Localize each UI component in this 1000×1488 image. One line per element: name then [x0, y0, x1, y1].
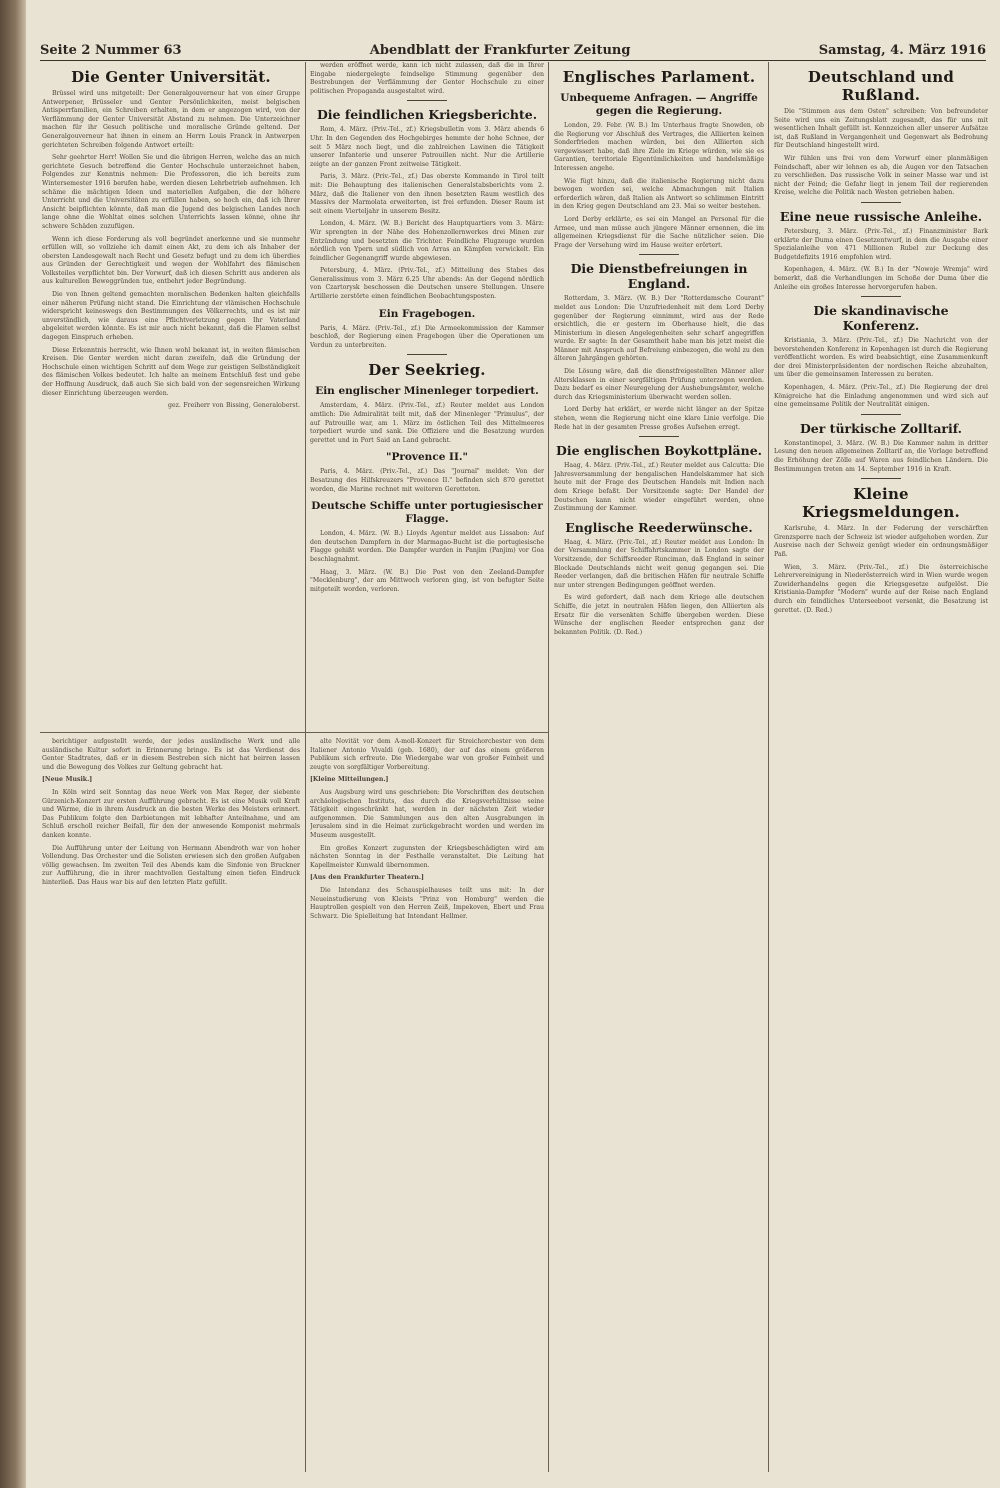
article-paragraph: Karlsruhe, 4. März. In der Federung der verschärften Grenzsperre nach der Schweiz ist wieder aufgehoben worden. Zur Ausreise nach der Schweiz genügt wieder ein ordnungsmäßiger Paß.: [774, 525, 988, 558]
article-paragraph: Sehr geehrter Herr! Wollen Sie und die übrigen Herren, welche das an mich gerichtete Gesuch betreffend die Genter Hochschule unterzeichnet haben, Folgendes zur Kenntnis nehmen: Die Professoren, die ich bereits zum Wintersemester 1916 berufen habe, werden diesen Lehrbetrieb aufnehmen. Ich schäme die mächtigen Ideen und materiellen Aufgaben, die der höhere Unterricht und die Universitäten zu erfüllen haben, so hoch ein, daß ich Ihrer Ansicht beipflichten könnte, daß man die Jugend des belgischen Landes noch lange ohne die Wohltat eines solchen Unterrichts lassen könne, ohne ihr schwere Schäden zuzufügen.: [42, 154, 300, 230]
article-paragraph: Die von Ihnen geltend gemachten moralischen Bedenken halten gleichfalls einer näheren Prüfung nicht stand. Die Einrichtung der vlämischen Hochschule widerspricht keineswegs den Bestimmungen des Völkerrechts, und es ist mir unverständlich, wie daraus eine Pflichtverletzung gegen Ihr Vaterland abgeleitet werden könnte. Es ist mir auch nicht bekannt, daß die Flamen selbst dagegen Einspruch erheben.: [42, 291, 300, 342]
article-paragraph: Lord Derby erklärte, es sei ein Mangel an Personal für die Armee, und man müsse auch jüngere Männer ernennen, die im allgemeinen Kriegsdienst für die Sache nützlicher seien. Die Frage der Versehung wird im Hause weiter erörtert.: [554, 215, 764, 249]
article-paragraph: Petersburg, 3. März. (Priv.-Tel., zf.) Finanzminister Bark erklärte der Duma einen Gesetzentwurf, in dem die Ausgabe einer Spezialanleihe von 471 Millionen Rubel zur Deckung des Budgetdefizits 1916 empfohlen wird.: [774, 227, 988, 261]
masthead-page-number: Seite 2 Nummer 63: [40, 43, 182, 58]
headline: Kleine Kriegsmeldungen.: [802, 485, 960, 522]
masthead-date: Samstag, 4. März 1916: [818, 43, 986, 58]
article-paragraph: Paris, 4. März. (Priv.-Tel., zf.) Die Armeekommission der Kammer beschloß, der Regierung einen Fragebogen über die Operationen um Verdun zu unterbreiten.: [310, 324, 544, 349]
article-paragraph: Die Lösung wäre, daß die dienstfreigestellten Männer aller Altersklassen in einer sorgfältigen Prüfung unterzogen werden. Dazu bedarf es einer Neuregelung der Aushebungsämter, welche durch das Kriegsministerium überwacht werden sollen.: [554, 368, 764, 401]
subheadline: Ein Fragebogen.: [378, 307, 476, 320]
headline: Eine neue russische Anleihe.: [779, 208, 983, 224]
divider: [861, 202, 901, 203]
article-paragraph: Brüssel wird uns mitgeteilt: Der Generalgouverneur hat von einer Gruppe Antwerpener, Brüsseler und Genter Persönlichkeiten, meist belgischen Antisperrfamilien, ein Schreiben erhalten, in dem er angezogen wird, von der Verflämmung der Genter Universität Abstand zu nehmen. Die Unterzeichner machen für ihr Gesuch politische und moralische Gründe geltend. Der Generalgouverneur hat ihnen in einem an Herrn Louis Franck in Antwerpen gerichteten Schreiben folgende Antwort erteilt:: [42, 90, 300, 149]
article-paragraph: Kopenhagen, 4. März. (W. B.) In der "Nowoje Wremja" wird bemerkt, daß die Verhandlungen im Schoße der Duma über die Anleihe ein großes Interesse hervorgerufen haben.: [774, 266, 988, 291]
article-paragraph: In Köln wird seit Sonntag das neue Werk von Max Reger, der siebente Gürzenich-Konzert zur ersten Aufführung gebracht. Es ist eine Musik voll Kraft und Wärme, die in ihrem Ausdruck an die besten Werke des Meisters erinnert. Das Publikum folgte den Darbietungen mit lebhafter Anteilnahme, und am Schluß erscholl reicher Beifall, für den der anwesende Komponist mehrmals danken konnte.: [42, 788, 300, 839]
article-paragraph: Diese Erkenntnis herrscht, wie Ihnen wohl bekannt ist, in weiten flämischen Kreisen. Die Genter werden nicht daran zweifeln, daß die Gründung der Hochschule einen wichtigen Schritt auf dem Wege zur geistigen Selbständigkeit des flämischen Volkes bedeutet. Ich halte an meinem Entschluß fest und gebe der Hoffnung Ausdruck, daß auch Sie sich bald von der segensreichen Wirkung dieser Einrichtung überzeugen werden.: [42, 346, 300, 397]
article-deutschland-russland: [774, 62, 988, 1462]
divider: [639, 436, 679, 437]
divider: [639, 254, 679, 255]
article-paragraph: Die Intendanz des Schauspielhauses teilt uns mit: In der Neueinstudierung von Kleists "Prinz von Homburg" werden die Hauptrollen gespielt von den Herren Zeiß, Impekoven, Ebert und Frau Schwarz. Die Spielleitung hat Intendant Hellmer.: [310, 886, 544, 920]
article-paragraph: Haag, 3. März. (W. B.) Die Post von den Zeeland-Dampfer "Mecklenburg", der am Mittwoch verloren ging, ist von befugter Seite mitgeteilt worden, verloren.: [310, 568, 544, 593]
subheadline: Deutsche Schiffe unter portugiesischer Flagge.: [311, 500, 543, 526]
article-signature: gez. Freiherr von Bissing, Generaloberst.: [168, 402, 300, 410]
article-paragraph: London, 4. März. (W. B.) Bericht des Hauptquartiers vom 3. März: Wir sprengten in der Nähe des Hohenzollernwerkes drei Minen zur Entzündung und besetzten die Trichter. Feindliche Flugzeuge wurden nördlich von Ypern und südlich von Arras an Kämpfen verwickelt. Ein feindlicher Gegenangriff wurde abgewiesen.: [310, 220, 544, 262]
article-paragraph: Es wird gefordert, daß nach dem Kriege alle deutschen Schiffe, die jetzt in neutralen Häfen liegen, den Alliierten als Ersatz für die versenkten Schiffe übergeben werden. Diese Wünsche der englischen Reeder entsprechen ganz der bekannten Politik. (D. Red.): [554, 594, 764, 636]
headline: Der Seekrieg.: [368, 361, 486, 380]
headline: Die skandinavische Konferenz.: [813, 303, 949, 334]
article-paragraph: Konstantinopel, 3. März. (W. B.) Die Kammer nahm in dritter Lesung den neuen allgemeinen Zolltarif an, die Vorlage betreffend die Erhöhung der Zölle auf Waren aus feindlichen Ländern. Die Bestimmungen treten am 14. September 1916 in Kraft.: [774, 439, 988, 473]
article-kriegsberichte: [310, 62, 544, 730]
feuilleton-rule: [40, 732, 548, 733]
divider: [861, 414, 901, 415]
headline: Deutschland und Rußland.: [807, 68, 955, 104]
headline: Englisches Parlament.: [562, 68, 756, 86]
feuilleton-left: [42, 738, 300, 1468]
article-paragraph: Kristiania, 3. März. (Priv.-Tel., zf.) Die Nachricht von der bevorstehenden Konferenz in Kopenhagen ist durch die Regierung veröffentlicht worden. Es wird beabsichtigt, eine Zusammenkunft der drei Ministerpräsidenten der nordischen Reiche abzuhalten, um über die gemeinsamen Interessen zu beraten.: [774, 337, 988, 379]
article-paragraph: Ein großes Konzert zugunsten der Kriegsbeschädigten wird am nächsten Sonntag in der Festhalle veranstaltet. Die Leitung hat Kapellmeister Kunwald übernommen.: [310, 844, 544, 869]
divider: [407, 354, 447, 355]
column-rule: [305, 62, 306, 1472]
column-rule: [548, 62, 549, 1472]
headline: Englische Reederwünsche.: [565, 519, 753, 535]
article-paragraph: London, 4. März. (W. B.) Lloyds Agentur meldet aus Lissabon: Auf den deutschen Dampfern in der Marmagao-Bucht ist die portugiesische Flagge gehißt worden. Die Dampfer wurden in Panjim (Panjim) vor Goa beschlagnahmt.: [310, 530, 544, 563]
article-paragraph: Paris, 4. März. (Priv.-Tel., zf.) Das "Journal" meldet: Von der Besatzung des Hilfskreuzers "Provence II." befinden sich 870 gerettet worden, die Marine rechnet mit weiteren Geretteten.: [310, 468, 544, 493]
article-paragraph: Die Aufführung unter der Leitung von Hermann Abendroth war von hoher Vollendung. Das Orchester und die Solisten erwiesen sich den großen Aufgaben völlig gewachsen. Im zweiten Teil des Abends kam die Sinfonie von Bruckner zur Aufführung, die in ihrer machtvollen Gestaltung einen tiefen Eindruck hinterließ. Das Haus war bis auf den letzten Platz gefüllt.: [42, 844, 300, 886]
headline: Die englischen Boykottpläne.: [556, 443, 762, 459]
divider: [407, 100, 447, 101]
article-paragraph: Wie fügt hinzu, daß die italienische Regierung nicht dazu bewogen worden sei, welche Abmachungen mit Italien erforderlich wären, daß Italien als Antwort so schlimmen Eintritt in den Krieg gegen Deutschland am 23. Mai so weiter bestehen.: [554, 177, 764, 211]
headline: Die Genter Universität.: [71, 68, 271, 86]
masthead: [40, 36, 986, 61]
newspaper-page: [26, 0, 1000, 1488]
headline: Die Dienstbefreiungen in England.: [570, 261, 748, 292]
article-paragraph: London, 29. Febr. (W. B.) Im Unterhaus fragte Snowden, ob die Regierung vor Abschluß des Vertrages, die Alliierten keinen Sonderfrieden machen würden, bei den Alliierten sich vergewissert habe, daß ihre Ziele im Kriege würden, wie sie es Garantien, territoriale Eigentümlichkeiten und handelsmäßige Interessen angehe.: [554, 122, 764, 172]
article-paragraph: Die "Stimmen aus dem Osten" schreiben: Von befreundeter Seite wird uns ein Zeitungsblatt zugesandt, das für uns mit wesentlichen Inhalt gefüllt ist. Kennzeichen aller unserer Aufsätze ist, daß Rußland in Vergangenheit und Gegenwart als Bedrohung für Deutschland hingestellt wird.: [774, 108, 988, 150]
article-paragraph: Wenn ich diese Forderung als voll begründet anerkenne und sie nunmehr erfüllen will, so vollziehe ich damit einen Akt, zu dem ich als Inhaber der obersten Landesgewalt nach Recht und Gesetz befugt und zu dem ich überdies aus Gründen der Gerechtigkeit und wegen der Wohlfahrt des flämischen Volksteiles verpflichtet bin. Der Vorwurf, daß ich diesen Schritt aus anderen als aus kulturellen Beweggründen tue, entbehrt jeder Begründung.: [42, 235, 300, 286]
column-rule: [768, 62, 769, 1472]
section-label: [Kleine Mitteilungen.]: [310, 776, 389, 784]
section-label: [Neue Musik.]: [42, 776, 93, 784]
divider: [861, 296, 901, 297]
article-englisches-parlament: [554, 62, 764, 1462]
article-paragraph: Aus Augsburg wird uns geschrieben: Die Vorschriften des deutschen archäologischen Instituts, das durch die Kriegsverhältnisse seine Tätigkeit eingeschränkt hat, werden in der nächsten Zeit wieder aufgenommen. Die Sammlungen aus den alten Ausgrabungen in Jerusalem sind in die Heimat zurückgebracht worden und werden im Museum ausgestellt.: [310, 788, 544, 839]
article-paragraph: alte Novität vor dem A-moll-Konzert für Streichorchester von dem Italiener Antonio Vivaldi (geb. 1680), der auf das einem größeren Publikum sich erfreute. Die Wiedergabe war von großer Feinheit und zeugte von sorgfältiger Vorbereitung.: [310, 738, 544, 771]
article-paragraph: Amsterdam, 4. März. (Priv.-Tel., zf.) Reuter meldet aus London amtlich: Die Admiralität teilt mit, daß der Minenleger "Primulus", der auf Patrouille war, am 1. März im östlichen Teil des Mittelmeeres torpediert wurde und sank. Die Offiziere und die Besatzung wurden gerettet und in Port Said an Land gebracht.: [310, 402, 544, 444]
article-paragraph: Rom, 4. März. (Priv.-Tel., zf.) Kriegsbulletin vom 3. März abends 6 Uhr. In den Gegenden des Hochgebirges hemmte der hohe Schnee, der seit 5 März noch liegt, und die zahlreichen Lawinen die Tätigkeit unserer Infanterie und unserer Patrouillen nicht. Nur die Artillerie zeigte an der ganzen Front zeitweise Tätigkeit.: [310, 126, 544, 168]
article-paragraph: Haag, 4. März. (Priv.-Tel., zf.) Reuter meldet aus London: In der Versammlung der Schiffahrtskammer in London sagte der Vorsitzende, der Schiffsreeder Runciman, daß England in seiner Blockade Deutschlands nicht weit genug gegangen sei. Die Reeder verlangen, daß die britischen Häfen für neutrale Schiffe nur unter strengen Bedingungen geöffnet werden.: [554, 538, 764, 589]
article-genter-universitaet: [42, 62, 300, 730]
headline: Der türkische Zolltarif.: [799, 420, 963, 436]
section-label: [Aus den Frankfurter Theatern.]: [310, 874, 424, 882]
article-paragraph: Haag, 4. März. (Priv.-Tel., zf.) Reuter meldet aus Calcutta: Die Jahresversammlung der bengalischen Handelskammer hat sich heute mit der Frage des Deutschen Handels mit Indien nach dem Kriege befaßt. Der Vorsitzende sagte: Der Handel der Deutschen kann nicht wieder eingeführt werden, ohne Zustimmung der Kammer.: [554, 462, 764, 513]
book-binding: [0, 0, 26, 1488]
subheadline: "Provence II.": [386, 451, 468, 464]
article-paragraph: Petersburg, 4. März. (Priv.-Tel., zf.) Mitteilung des Stabes des Generalissimus vom 3. März 6.25 Uhr abends: An der Gegend nördlich von Czartorysk beschossen die Deutschen unsere Stellungen. Unsere Artillerie zerstörte einen feindlichen Beobachtungsposten.: [310, 267, 544, 301]
feuilleton-middle: [310, 738, 544, 1468]
article-paragraph: Wien, 3. März. (Priv.-Tel., zf.) Die österreichische Lehrervereinigung in Niederösterreich wird in Wien wurde wegen Zuwiderhandelns gegen die Kriegsgesetze aufgelöst. Die Kristiania-Dampfer "Modern" wurde auf der Reise nach England durch ein feindliches Unterseeboot versenkt, die Besatzung ist gerettet. (D. Red.): [774, 563, 988, 614]
article-paragraph: Wir fühlen uns frei von dem Vorwurf einer planmäßigen Feindschaft, aber wir lehnen es ab, die Augen vor den Tatsachen zu verschließen. Das russische Volk in seiner Masse war und ist nicht der Feind; die Gefahr liegt in jenem Teil der regierenden Kreise, welche die Politik nach Westen getrieben haben.: [774, 154, 988, 197]
article-paragraph: berichtiger aufgestellt werde, der jedes ausländische Werk und alle ausländische Kultur sofort in Erinnerung bringe. Es ist das Verdienst des Genter Stadtrates, daß er in diesem Bestreben sich nicht hat beirren lassen und die Bewegung des Volkes zur Geltung gebracht hat.: [42, 738, 300, 771]
article-paragraph: werden eröffnet werde, kann ich nicht zulassen, daß die in Ihrer Eingabe niedergelegte feindselige Stimmung gegenüber den Bestrebungen der Verflämmung der Genter Hochschule zu einer politischen Propaganda ausgestaltet wird.: [310, 62, 544, 95]
article-paragraph: Rotterdam, 3. März. (W. B.) Der "Rotterdamsche Courant" meldet aus London: Die Unzufriedenheit mit dem Lord Derby gegenüber der Regierung einnimmt, wird aus der Rede ersichtlich, die er gestern im Oberhause hielt, die das Ministerium in diesen Angelegenheiten sehr scharf angegriffen wurde. Er sagte: In der Gesamtheit habe man bis jetzt meist die Männer mit Anspruch auf Befreiung einbezogen, die wohl zu den älteren Jahrgängen gehörten.: [554, 295, 764, 363]
article-paragraph: Kopenhagen, 4. März. (Priv.-Tel., zf.) Die Regierung der drei Königreiche hat die Einladung angenommen und wird sich auf eine gemeinsame Politik der Neutralität einigen.: [774, 384, 988, 409]
article-paragraph: Lord Derby hat erklärt, er werde nicht länger an der Spitze stehen, wenn die Regierung nicht eine klare Linie verfolge. Die Rede hat in der gesamten Presse großes Aufsehen erregt.: [554, 406, 764, 431]
masthead-title: Abendblatt der Frankfurter Zeitung: [369, 43, 631, 58]
subheadline: Unbequeme Anfragen. — Angriffe gegen die Regierung.: [560, 92, 758, 117]
article-paragraph: Paris, 3. März. (Priv.-Tel., zf.) Das oberste Kommando in Tirol teilt mit: Die Behauptung des italienischen Generalstabsberichts vom 2. März, daß die Italiener von den ihnen besetzten Raum westlich des Massivs der Marmolata erweiterten, ist frei erfunden. Dieser Raum ist seit einem Vierteljahr in unserem Besitz.: [310, 173, 544, 215]
divider: [861, 478, 901, 479]
subheadline: Ein englischer Minenleger torpediert.: [315, 385, 539, 398]
headline: Die feindlichen Kriegsberichte.: [316, 107, 538, 123]
